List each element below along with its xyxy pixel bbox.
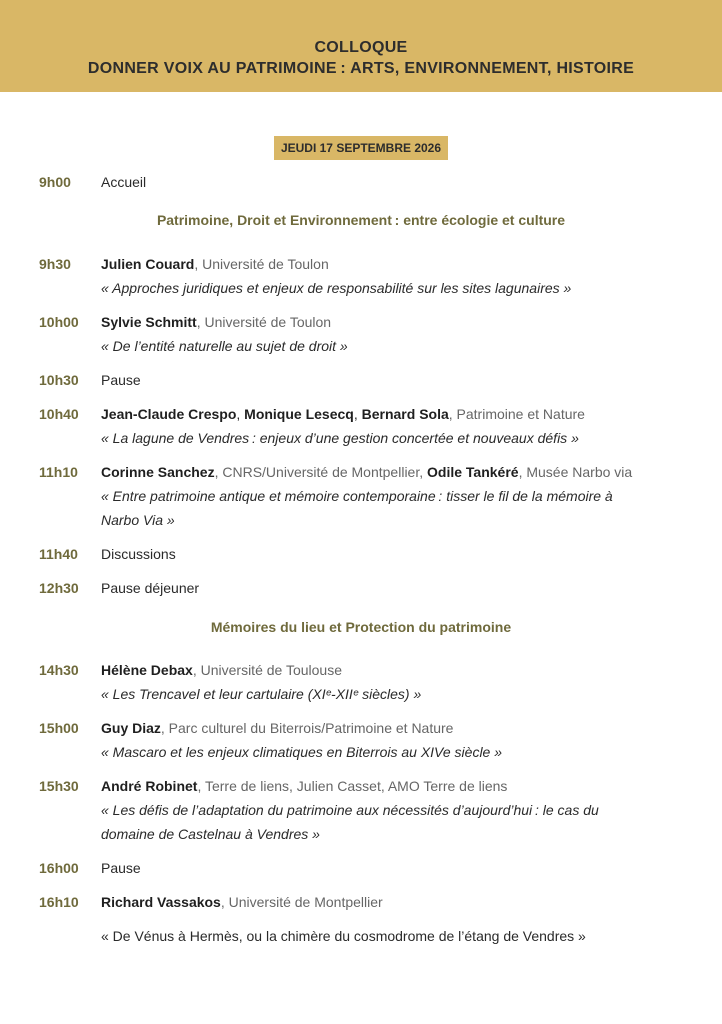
row-content [101, 777, 691, 849]
speaker-name: Jean-Claude Crespo [101, 406, 237, 422]
speaker-affiliation: , Patrimoine et Nature [448, 406, 585, 422]
time-label: 10h30 [39, 372, 79, 388]
talk-title: « Mascaro et les enjeux climatiques en Biterrois au XIVe siècle » [101, 744, 503, 760]
entry-text: Pause [101, 860, 141, 876]
speaker-line [101, 661, 691, 679]
talk-title: « Entre patrimoine antique et mémoire contemporaine : tisser le fil de la mémoire à [101, 488, 613, 504]
section-heading: Mémoires du lieu et Protection du patrimoine [210, 619, 512, 635]
talk-title: « Les défis de l’adaptation du patrimoine aux nécessités d’aujourd’hui : le cas du [101, 802, 599, 818]
row-content [101, 405, 691, 453]
time-label: 11h40 [39, 546, 78, 562]
talk-title: « De l’entité naturelle au sujet de droit » [101, 338, 348, 354]
row-content [101, 719, 691, 767]
speaker-affiliation: , Musée Narbo via [518, 464, 633, 480]
speaker-affiliation: , Université de Montpellier [220, 894, 383, 910]
speaker-line [101, 893, 691, 911]
row-content [101, 255, 691, 303]
speaker-affiliation: , Université de Toulon [194, 256, 329, 272]
row-content [101, 313, 691, 361]
speaker-line [101, 719, 691, 737]
talk-title-continued: domaine de Castelnau à Vendres » [101, 826, 320, 842]
time-label: 10h40 [39, 406, 79, 422]
time-label: 12h30 [39, 580, 79, 596]
time-label: 16h00 [39, 860, 79, 876]
speaker-name: Corinne Sanchez [101, 464, 215, 480]
talk-title: « Les Trencavel et leur cartulaire (XIᵉ-XIIᵉ siècles) » [101, 686, 422, 702]
talk-title-continued: Narbo Via » [101, 512, 175, 528]
speaker-affiliation: , Université de Toulouse [192, 662, 342, 678]
speaker-name: André Robinet [101, 778, 198, 794]
speaker-name: Odile Tankéré [427, 464, 519, 480]
speaker-line [101, 777, 691, 795]
separator: , [353, 406, 362, 422]
time-label: 16h10 [39, 894, 79, 910]
time-label: 15h30 [39, 778, 79, 794]
row-content [101, 859, 691, 883]
speaker-name: Richard Vassakos [101, 894, 221, 910]
header-line-title: DONNER VOIX AU PATRIMOINE : ARTS, ENVIRONNEMENT, HISTOIRE [87, 60, 635, 77]
talk-title: « De Vénus à Hermès, ou la chimère du cosmodrome de l’étang de Vendres » [101, 928, 586, 944]
separator: , [236, 406, 245, 422]
speaker-name: Monique Lesecq [244, 406, 354, 422]
day-badge: JEUDI 17 SEPTEMBRE 2026 [274, 136, 448, 160]
day-heading [0, 136, 722, 160]
header-banner [0, 0, 722, 92]
talk-title: « Approches juridiques et enjeux de responsabilité sur les sites lagunaires » [101, 280, 572, 296]
time-label: 15h00 [39, 720, 79, 736]
time-label: 9h30 [39, 256, 71, 272]
speaker-affiliation: , CNRS/Université de Montpellier, [214, 464, 428, 480]
row-content [101, 545, 691, 569]
speaker-line [101, 463, 691, 481]
time-label: 10h00 [39, 314, 79, 330]
time-label: 11h10 [39, 464, 78, 480]
speaker-affiliation: , Université de Toulon [196, 314, 332, 330]
speaker-affiliation: , Parc culturel du Biterrois/Patrimoine et Nature [160, 720, 454, 736]
row-content [101, 371, 691, 395]
header-line-colloque: COLLOQUE [314, 39, 408, 56]
row-content [101, 173, 691, 197]
row-content [101, 661, 691, 709]
section-heading: Patrimoine, Droit et Environnement : entre écologie et culture [156, 212, 566, 228]
entry-text: Discussions [101, 546, 176, 562]
entry-text: Pause déjeuner [101, 580, 200, 596]
row-content [101, 893, 691, 951]
speaker-name: Julien Couard [101, 256, 195, 272]
time-label: 14h30 [39, 662, 79, 678]
row-content [101, 463, 691, 535]
speaker-line [101, 313, 691, 331]
speaker-line [101, 405, 691, 423]
row-content [101, 579, 691, 603]
entry-text: Pause [101, 372, 141, 388]
speaker-line [101, 255, 691, 273]
talk-title: « La lagune de Vendres : enjeux d’une gestion concertée et nouveaux défis » [101, 430, 579, 446]
speaker-name: Hélène Debax [101, 662, 193, 678]
speaker-name: Sylvie Schmitt [101, 314, 197, 330]
entry-text: Accueil [101, 174, 147, 190]
speaker-name: Guy Diaz [101, 720, 161, 736]
speaker-affiliation: , Terre de liens, Julien Casset, AMO Terre de liens [197, 778, 508, 794]
speaker-name: Bernard Sola [361, 406, 449, 422]
time-label: 9h00 [39, 174, 71, 190]
